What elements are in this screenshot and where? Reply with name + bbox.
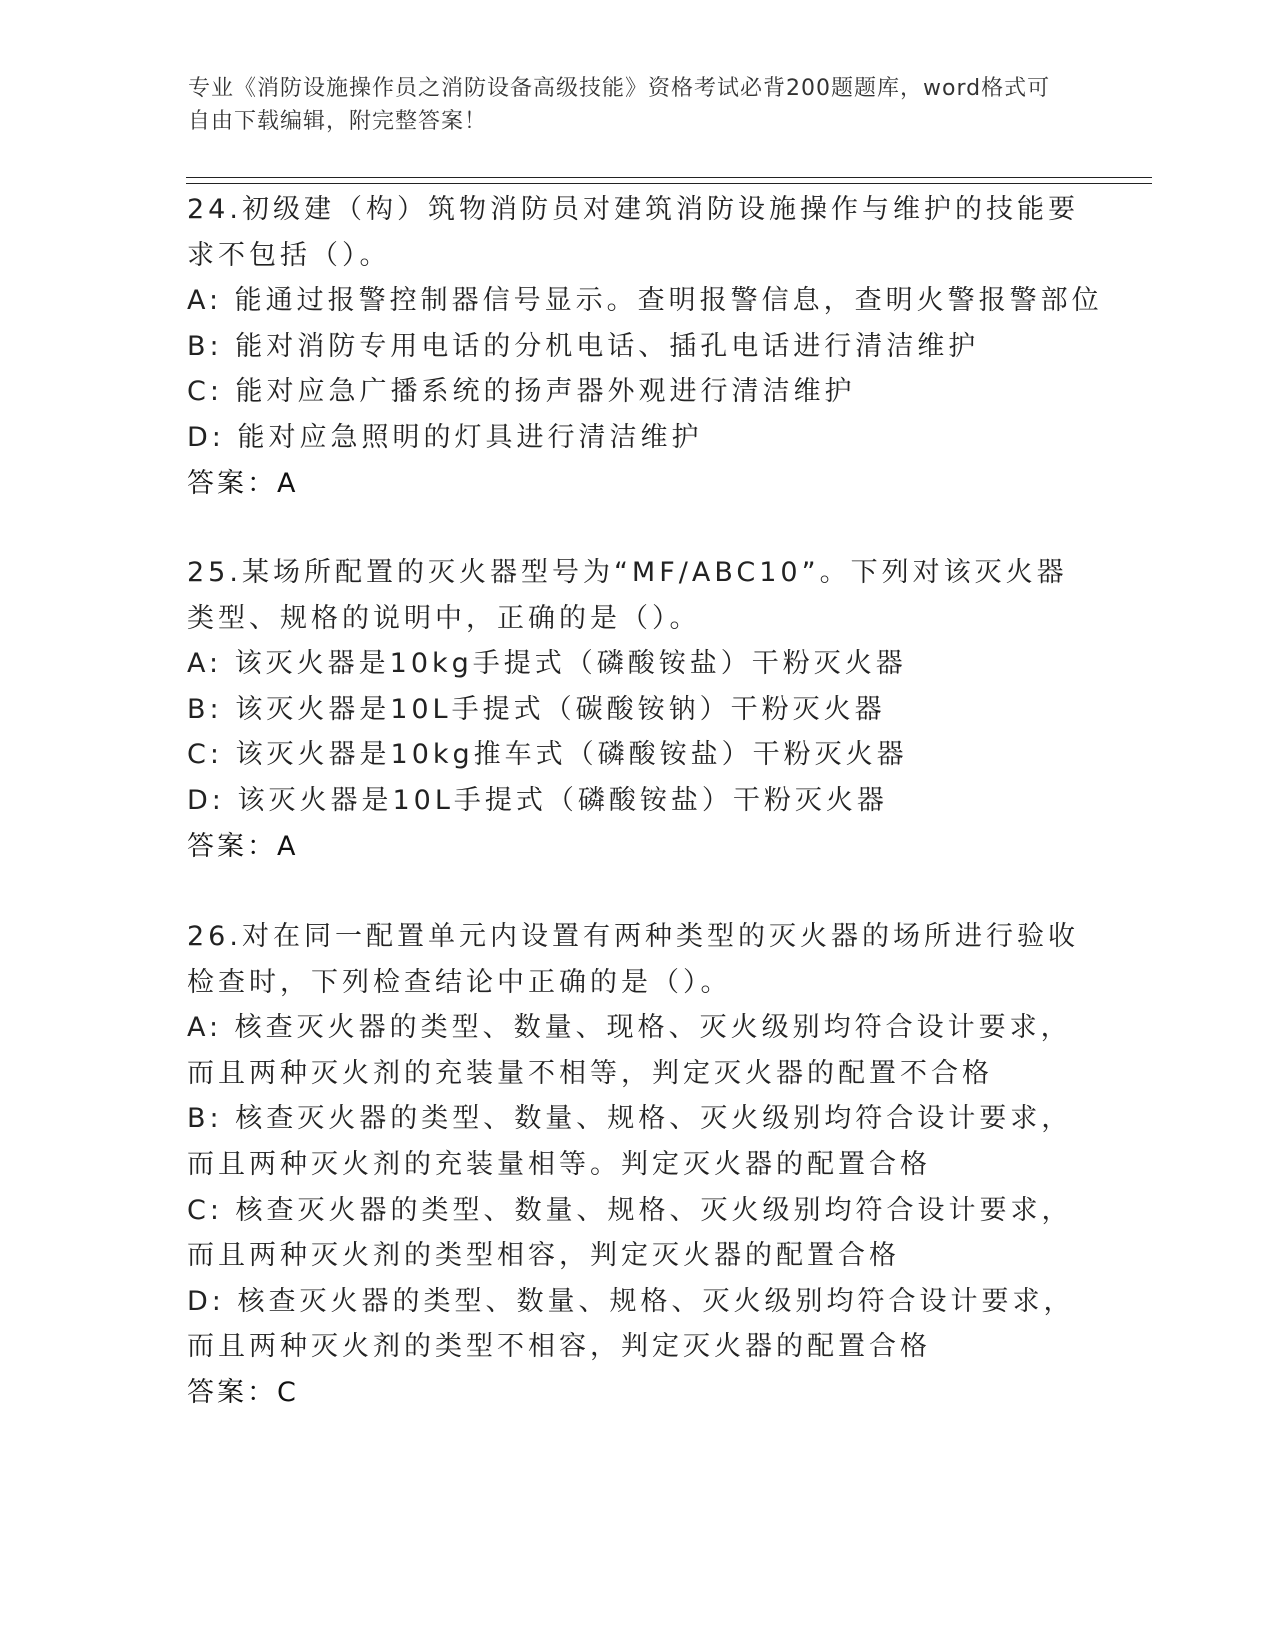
option-d: D: 能对应急照明的灯具进行清洁维护 bbox=[187, 421, 703, 453]
option-c: C: 该灭火器是10kg推车式（磷酸铵盐）干粉灭火器 bbox=[187, 739, 908, 771]
document-header: 专业《消防设施操作员之消防设备高级技能》资格考试必背200题题库，word格式可自由下载编辑，附完整答案！ bbox=[188, 76, 1051, 134]
header-divider-top bbox=[186, 177, 1152, 178]
question-stem: 26.对在同一配置单元内设置有两种类型的灭火器的场所进行验收检查时，下列检查结论中正确的是（）。 bbox=[187, 921, 1079, 998]
header-divider-bottom bbox=[186, 183, 1152, 184]
question-stem: 24.初级建（构）筑物消防员对建筑消防设施操作与维护的技能要求不包括（）。 bbox=[187, 194, 1079, 271]
option-d: D: 该灭火器是10L手提式（磷酸铵盐）干粉灭火器 bbox=[187, 784, 888, 816]
answer-label: 答案：C bbox=[187, 1376, 299, 1408]
option-a: A: 能通过报警控制器信号显示。查明报警信息，查明火警报警部位 bbox=[187, 285, 1103, 317]
option-a: A: 该灭火器是10kg手提式（磷酸铵盐）干粉灭火器 bbox=[187, 648, 907, 680]
option-b: B: 该灭火器是10L手提式（碳酸铵钠）干粉灭火器 bbox=[187, 693, 886, 725]
option-d: D: 核查灭火器的类型、数量、规格、灭火级别均符合设计要求，而且两种灭火剂的类型不相容，判定灭火器的配置合格 bbox=[187, 1285, 1075, 1363]
question-stem: 25.某场所配置的灭火器型号为“MF/ABC10”。下列对该灭火器类型、规格的说明中，正确的是（）。 bbox=[187, 557, 1068, 634]
option-c: C: 核查灭火器的类型、数量、规格、灭火级别均符合设计要求，而且两种灭火剂的类型相容，判定灭火器的配置合格 bbox=[187, 1194, 1073, 1272]
question-25 bbox=[187, 550, 1087, 869]
option-c: C: 能对应急广播系统的扬声器外观进行清洁维护 bbox=[187, 376, 856, 408]
question-24 bbox=[187, 187, 1103, 506]
option-b: B: 核查灭火器的类型、数量、规格、灭火级别均符合设计要求，而且两种灭火剂的充装量相等。判定灭火器的配置合格 bbox=[187, 1103, 1073, 1180]
option-a: A: 核查灭火器的类型、数量、现格、灭火级别均符合设计要求，而且两种灭火剂的充装量不相等，判定灭火器的配置不合格 bbox=[187, 1012, 1072, 1089]
answer-label: 答案：A bbox=[187, 830, 299, 862]
question-26 bbox=[187, 914, 1087, 1416]
option-b: B: 能对消防专用电话的分机电话、插孔电话进行清洁维护 bbox=[187, 330, 980, 362]
answer-label: 答案：A bbox=[187, 467, 299, 499]
